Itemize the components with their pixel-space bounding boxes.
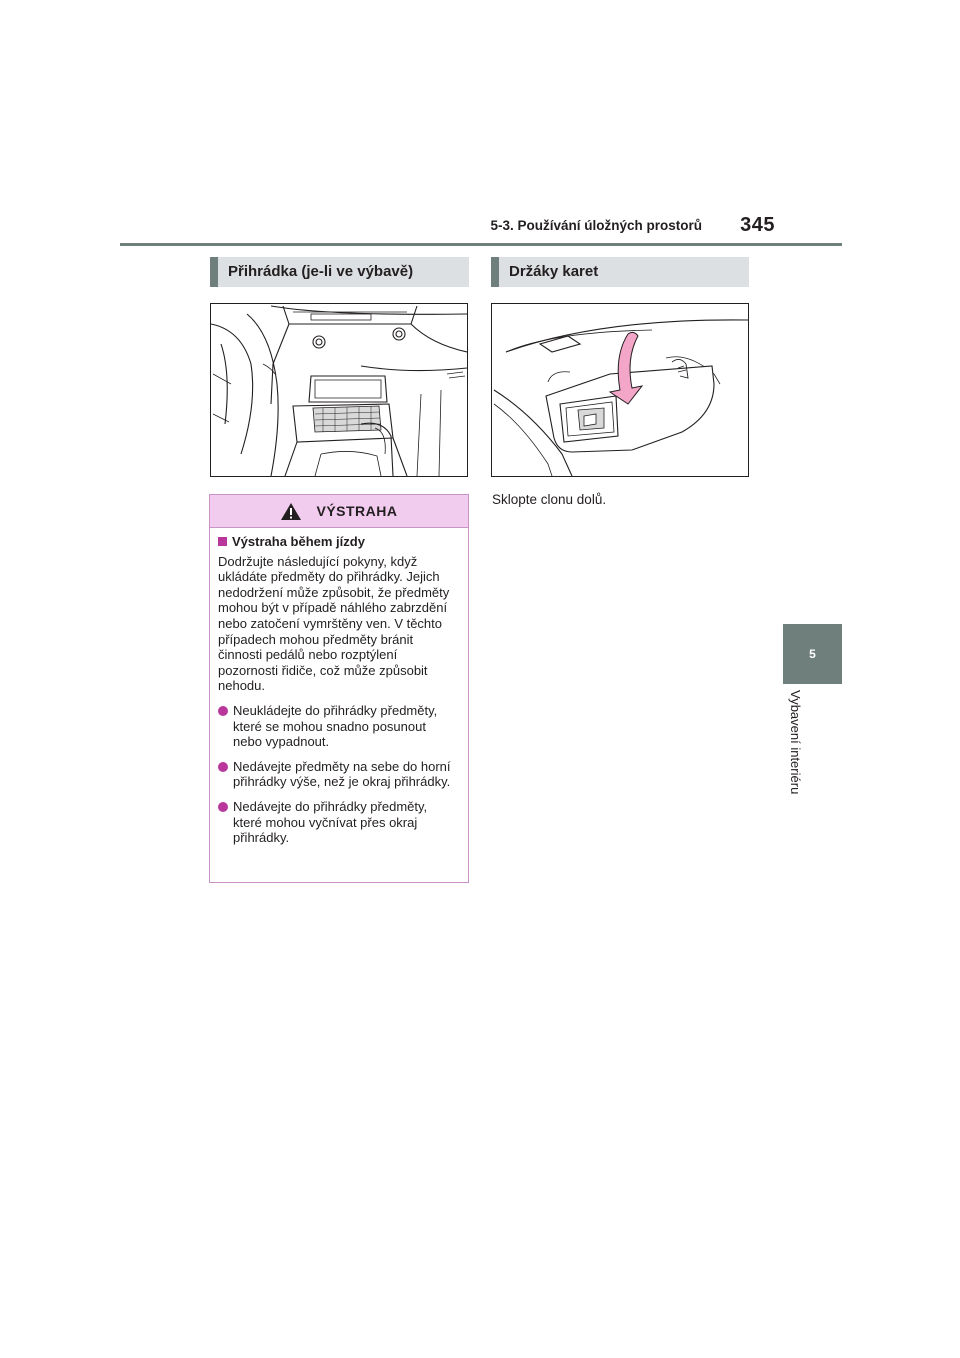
chapter-title-text: Vybavení interiéru xyxy=(788,690,803,795)
warning-header xyxy=(210,495,468,528)
tray-illustration xyxy=(210,303,468,477)
visor-caption: Sklopte clonu dolů. xyxy=(492,492,607,507)
warning-body xyxy=(210,528,468,846)
warning-paragraph: Dodržujte následující pokyny, když ukládáte předměty do přihrádky. Jejich nedodržení může způsobit, že předměty mohou být v případě náhlého zabrzdění nebo zatočení vymrštěny ven. V těchto případech mohou předměty bránit činnosti pedálů nebo rozptýlení pozornosti řidiče, což může způsobit nehodu. xyxy=(218,553,450,694)
warning-box xyxy=(209,494,469,883)
chapter-number: 5 xyxy=(809,647,816,661)
bullet-dot-icon xyxy=(218,762,228,772)
section-title: 5-3. Používání úložných prostorů xyxy=(490,218,702,233)
visor-illustration xyxy=(491,303,749,477)
square-bullet-icon xyxy=(218,537,227,546)
header-rule xyxy=(120,243,842,246)
warning-bullet-text: Neukládejte do přihrádky předměty, které se mohou snadno posunout nebo vypadnout. xyxy=(233,702,438,750)
chapter-tab xyxy=(783,624,842,684)
warning-title: VÝSTRAHA xyxy=(316,503,398,519)
chapter-title xyxy=(783,690,807,824)
warning-subheading-text: Výstraha během jízdy xyxy=(232,534,365,549)
warning-bullet xyxy=(218,759,456,790)
warning-bullet xyxy=(218,703,456,750)
warning-bullet-text: Nedávejte do přihrádky předměty, které mohou vyčnívat přes okraj přihrádky. xyxy=(233,798,428,846)
page-number: 345 xyxy=(740,214,775,236)
bullet-dot-icon xyxy=(218,706,228,716)
warning-subheading xyxy=(218,534,456,550)
bullet-dot-icon xyxy=(218,802,228,812)
warning-bullet-text: Nedávejte předměty na sebe do horní přihrádky výše, než je okraj přihrádky. xyxy=(233,758,451,790)
section-heading-card-holders: Držáky karet xyxy=(491,257,749,287)
warning-bullet xyxy=(218,799,456,846)
section-heading-tray: Přihrádka (je-li ve výbavě) xyxy=(210,257,469,287)
warning-triangle-icon xyxy=(280,502,302,521)
